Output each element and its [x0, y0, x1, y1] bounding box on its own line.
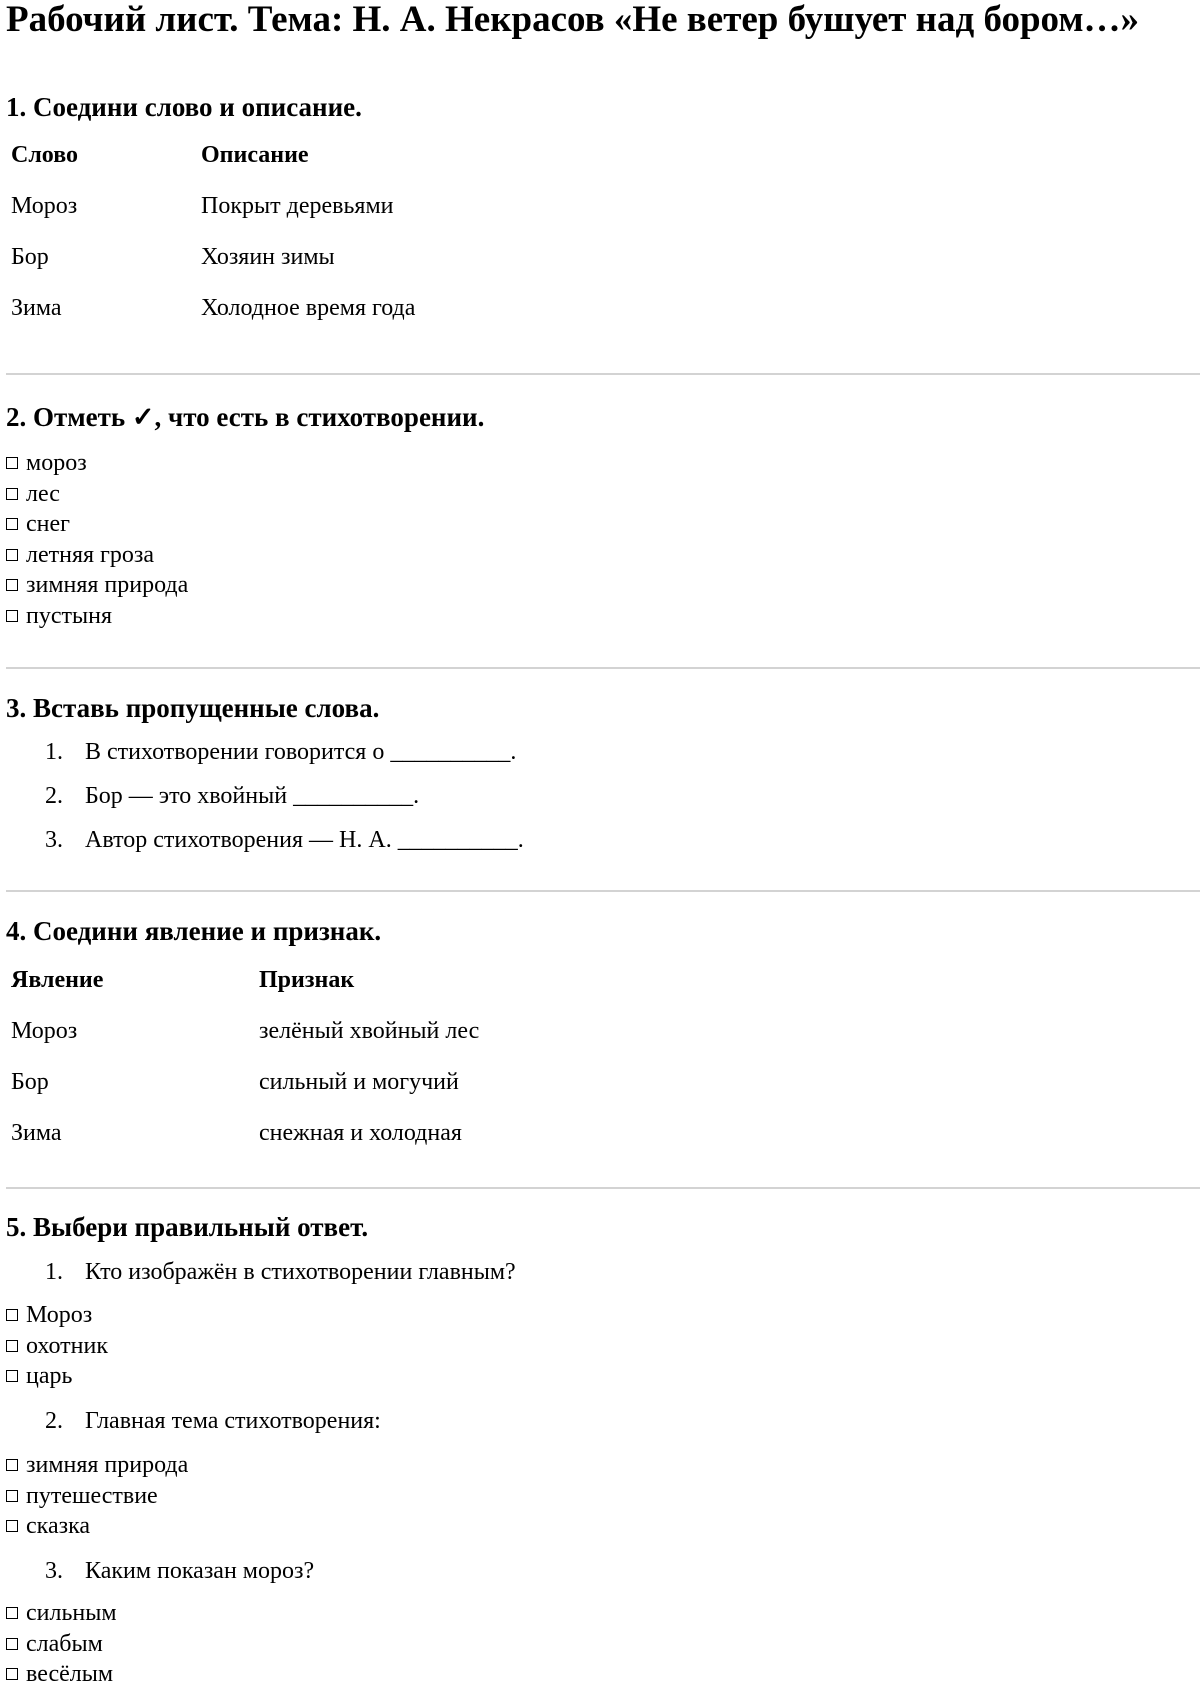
table-row	[6, 232, 1200, 283]
checklist-item[interactable]	[6, 1450, 1200, 1481]
table-cell: сильный и могучий	[259, 1069, 459, 1095]
task4-heading: 4. Соедини явление и признак.	[6, 916, 382, 946]
table-row	[6, 1006, 1200, 1057]
table-cell: Мороз	[11, 1018, 78, 1044]
option-label: летняя гроза	[26, 541, 155, 568]
item-number: 1.	[45, 1259, 63, 1285]
task5-heading: 5. Выбери правильный ответ.	[6, 1212, 369, 1242]
checklist-item[interactable]	[6, 1331, 1200, 1362]
checkbox-icon[interactable]	[6, 610, 18, 622]
fill-in-item	[6, 730, 1200, 774]
checkbox-icon[interactable]	[6, 488, 18, 500]
column-header-description: Описание	[201, 142, 309, 168]
checklist-item[interactable]	[6, 509, 1200, 540]
task5-options-1	[6, 1300, 1200, 1392]
task3-heading: 3. Вставь пропущенные слова.	[6, 693, 380, 723]
checklist-item[interactable]	[6, 479, 1200, 510]
table-header-row	[6, 130, 1200, 181]
checkbox-icon[interactable]	[6, 1309, 18, 1321]
task4-table	[6, 955, 1200, 1159]
table-cell: Хозяин зимы	[201, 244, 335, 270]
checkbox-icon[interactable]	[6, 1638, 18, 1650]
option-label: сильным	[26, 1600, 117, 1626]
checkbox-icon[interactable]	[6, 1520, 18, 1532]
question-text: Каким показан мороз?	[85, 1558, 315, 1584]
question-item	[6, 1250, 1200, 1294]
task5-options-3	[6, 1598, 1200, 1690]
checklist-item[interactable]	[6, 1511, 1200, 1542]
option-label: зимняя природа	[26, 572, 189, 598]
task5-question-3	[6, 1549, 1200, 1593]
column-header-phenomenon: Явление	[11, 967, 104, 993]
option-label: охотник	[26, 1332, 109, 1359]
option-label: слабым	[26, 1630, 103, 1657]
option-label: снег	[26, 511, 70, 537]
checkbox-icon[interactable]	[6, 457, 18, 469]
question-text: Кто изображён в стихотворении главным?	[85, 1259, 516, 1285]
task5-question-2	[6, 1399, 1200, 1443]
section-divider	[6, 890, 1200, 892]
table-cell: Зима	[11, 1120, 62, 1146]
checklist-item[interactable]	[6, 1481, 1200, 1512]
table-cell: Зима	[11, 295, 62, 321]
checkbox-icon[interactable]	[6, 1607, 18, 1619]
item-number: 2.	[45, 1408, 63, 1434]
column-header-word: Слово	[11, 142, 78, 168]
item-number: 2.	[45, 783, 63, 809]
option-label: царь	[26, 1363, 73, 1389]
checkbox-icon[interactable]	[6, 1459, 18, 1471]
task5-options-2	[6, 1450, 1200, 1542]
option-label: весёлым	[26, 1661, 114, 1687]
task1-table	[6, 130, 1200, 334]
table-cell: Покрыт деревьями	[201, 193, 394, 219]
checklist-item[interactable]	[6, 448, 1200, 479]
table-cell: Бор	[11, 1069, 49, 1095]
table-cell: снежная и холодная	[259, 1120, 462, 1146]
checkbox-icon[interactable]	[6, 1370, 18, 1382]
item-number: 3.	[45, 827, 63, 853]
checklist-item[interactable]	[6, 1300, 1200, 1331]
table-cell: Бор	[11, 244, 49, 270]
option-label: сказка	[26, 1513, 91, 1539]
checkbox-icon[interactable]	[6, 1490, 18, 1502]
checkbox-icon[interactable]	[6, 1668, 18, 1680]
table-header-row	[6, 955, 1200, 1006]
table-cell: Холодное время года	[201, 295, 416, 321]
task2-checklist	[6, 448, 1200, 631]
table-cell: зелёный хвойный лес	[259, 1018, 480, 1044]
fill-in-item	[6, 774, 1200, 818]
task5-question-1	[6, 1250, 1200, 1294]
checklist-item[interactable]	[6, 540, 1200, 571]
option-label: путешествие	[26, 1482, 158, 1509]
fill-in-text: Бор — это хвойный __________.	[85, 783, 420, 809]
column-header-attribute: Признак	[259, 967, 355, 993]
task3-list	[6, 730, 1200, 862]
item-number: 3.	[45, 1558, 63, 1584]
option-label: Мороз	[26, 1302, 93, 1328]
checkbox-icon[interactable]	[6, 518, 18, 530]
checklist-item[interactable]	[6, 1361, 1200, 1392]
option-label: мороз	[26, 450, 87, 476]
section-divider	[6, 667, 1200, 669]
section-divider	[6, 373, 1200, 375]
question-item	[6, 1549, 1200, 1593]
checklist-item[interactable]	[6, 601, 1200, 632]
table-row	[6, 1108, 1200, 1159]
checklist-item[interactable]	[6, 1629, 1200, 1660]
item-number: 1.	[45, 739, 63, 765]
checkbox-icon[interactable]	[6, 1340, 18, 1352]
checklist-item[interactable]	[6, 570, 1200, 601]
table-row	[6, 283, 1200, 334]
page-title: Рабочий лист. Тема: Н. А. Некрасов «Не ветер бушует над бором…»	[6, 0, 1140, 40]
fill-in-text: В стихотворении говорится о __________.	[85, 739, 517, 765]
table-cell: Мороз	[11, 193, 78, 219]
section-divider	[6, 1187, 1200, 1189]
question-text: Главная тема стихотворения:	[85, 1408, 381, 1434]
table-row	[6, 1057, 1200, 1108]
checkbox-icon[interactable]	[6, 579, 18, 591]
fill-in-item	[6, 818, 1200, 862]
checkbox-icon[interactable]	[6, 549, 18, 561]
fill-in-text: Автор стихотворения — Н. А. __________.	[85, 827, 524, 853]
table-row	[6, 181, 1200, 232]
option-label: лес	[26, 480, 60, 507]
task2-heading: 2. Отметь ✓, что есть в стихотворении.	[6, 402, 485, 432]
checklist-item[interactable]	[6, 1598, 1200, 1629]
option-label: пустыня	[26, 602, 112, 629]
task1-heading: 1. Соедини слово и описание.	[6, 92, 362, 122]
question-item	[6, 1399, 1200, 1443]
option-label: зимняя природа	[26, 1452, 189, 1478]
